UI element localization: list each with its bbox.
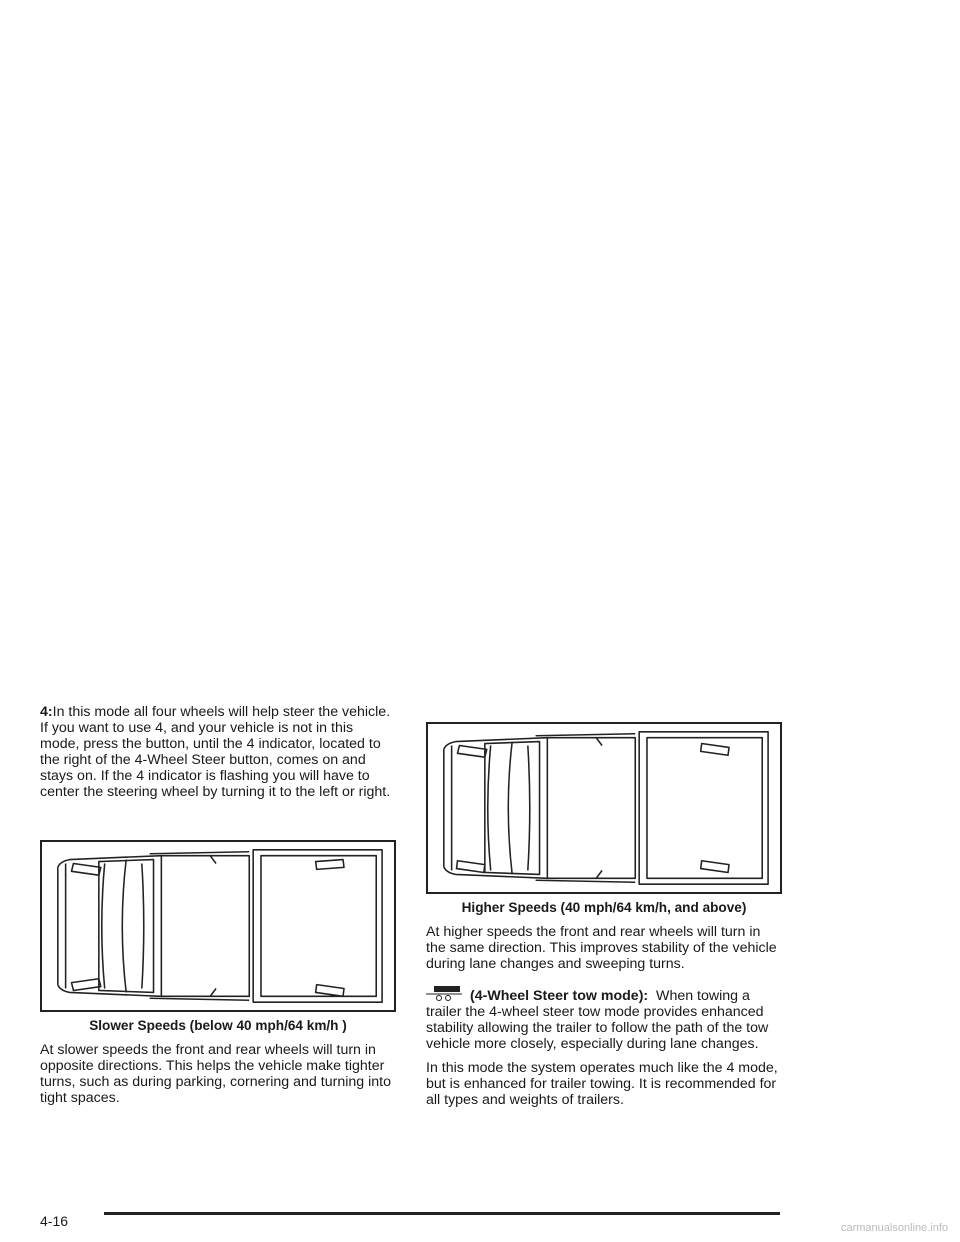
right-column (426, 924, 782, 1116)
left-column (40, 704, 396, 808)
page-number: 4-16 (40, 1213, 69, 1229)
mode4-paragraph (40, 704, 396, 800)
slow-speed-figure (40, 840, 396, 1012)
slow-paragraph: At slower speeds the front and rear wheels will turn in opposite directions. This helps the vehicle make tighter turns, such as during parking, cornering and turning into tight spaces. (40, 1042, 391, 1106)
high-figure-caption: Higher Speeds (40 mph/64 km/h, and above) (461, 900, 747, 915)
high-paragraph: At higher speeds the front and rear wheels will turn in the same direction. This improves stability of the vehicle during lane changes and sweeping turns. (426, 924, 777, 972)
tow-term: (4-Wheel Steer tow mode): (470, 988, 649, 1004)
high-speed-figure (426, 722, 782, 894)
slow-figure-caption: Slower Speeds (below 40 mph/64 km/h ) (89, 1018, 347, 1033)
left-column-lower (40, 1042, 396, 1114)
watermark: carmanualsonline.info (840, 1222, 948, 1234)
footer-rule (104, 1212, 780, 1215)
trailer-tow-icon (426, 986, 464, 1002)
tow-paragraph-2: In this mode the system operates much like the 4 mode, but is enhanced for trailer towing. It is recommended for all types and weights of trailers. (426, 1060, 778, 1108)
mode4-term: 4: (40, 704, 53, 720)
tow-paragraph (426, 986, 782, 1052)
mode4-text: In this mode all four wheels will help steer the vehicle. If you want to use 4, and your vehicle is not in this mode, press the button, until the 4 indicator, located to the right of the 4-Wheel Steer button, comes on and stays on. If the 4 indicator is flashing you will have to center the steering wheel by turning it to the left or right. (40, 704, 391, 800)
tow-text: When towing a trailer the 4-wheel steer tow mode provides enhanced stability allowing the trailer to follow the path of the tow vehicle more closely, especially during lane changes. (426, 988, 769, 1052)
